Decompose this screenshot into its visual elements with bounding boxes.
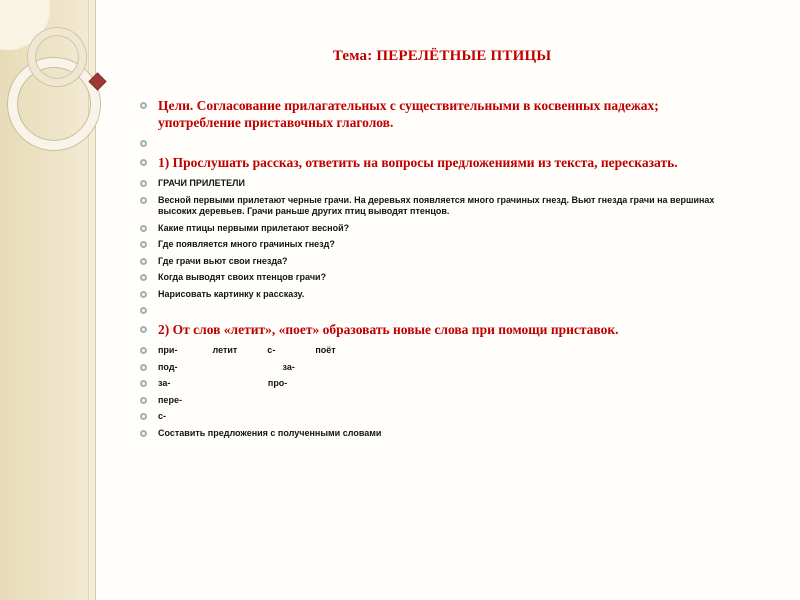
list-item-text: 2) От слов «летит», «поет» образовать новые слова при помощи приставок. [158,322,619,337]
list-item-text: с- [158,411,167,421]
bullet-icon [140,140,147,147]
bullet-icon [140,413,147,420]
list-item-prefix-row-2 [140,362,744,374]
bullet-icon [140,159,147,166]
bullet-icon [140,197,147,204]
list-item-text: ГРАЧИ ПРИЛЕТЕЛИ [158,178,245,188]
decorative-ring-small-icon [28,28,86,86]
list-item-empty [140,138,744,149]
list-item-prefix-row-3 [140,378,744,390]
slide-title: Тема: ПЕРЕЛЁТНЫЕ ПТИЦЫ [332,48,552,64]
bullet-icon [140,291,147,298]
bullet-icon [140,102,147,109]
list-item-text: под- за- [158,361,295,372]
list-item-question-1 [140,223,744,235]
list-item-text: Нарисовать картинку к рассказу. [158,288,305,299]
list-item-question-2 [140,239,744,251]
list-item-question-3 [140,256,744,268]
list-item-task1 [140,154,744,171]
list-item-story-title [140,178,744,190]
list-item-prefix-row-1 [140,345,744,357]
bullet-icon [140,180,147,187]
list-item-text: Цели. Согласование прилагательных с существительными в косвенных падежах; употребление приставочных глаголов. [158,98,659,130]
list-item-empty [140,305,744,316]
list-item-text: Какие птицы первыми прилетают весной? [158,222,350,233]
list-item-prefix-row-4 [140,395,744,407]
list-item-text: Где грачи вьют свои гнезда? [158,255,288,266]
list-item-text: Составить предложения с полученными словами [158,427,382,438]
list-item-text: при- летит с- поёт [158,345,336,355]
bullet-icon [140,364,147,371]
bullet-list [140,97,744,439]
list-item-story-text [140,195,744,218]
list-item-prefix-row-5 [140,411,744,423]
bullet-icon [140,307,147,314]
list-item-text: 1) Прослушать рассказ, ответить на вопросы предложениями из текста, пересказать. [158,155,678,170]
list-item-question-4 [140,272,744,284]
bullet-icon [140,326,147,333]
bullet-icon [140,380,147,387]
bullet-icon [140,430,147,437]
bullet-icon [140,274,147,281]
bullet-icon [140,397,147,404]
list-item-text: Когда выводят своих птенцов грачи? [158,272,327,282]
list-item-draw-task [140,289,744,301]
slide-content [140,48,744,444]
list-item-goals [140,97,744,131]
list-item-text: Где появляется много грачиных гнезд? [158,239,335,249]
list-item-text: за- про- [158,378,288,388]
list-item-text: пере- [158,394,182,405]
bullet-icon [140,258,147,265]
list-item-text: Весной первыми прилетают черные грачи. На деревьях появляется много грачиных гнезд. Вьют гнезда грачи на вершинах высоких деревьев. Грачи раньше других птиц выводят птенцов. [158,194,715,216]
bullet-icon [140,241,147,248]
bullet-icon [140,225,147,232]
bullet-icon [140,347,147,354]
list-item-make-sentences [140,428,744,440]
list-item-task2 [140,321,744,338]
